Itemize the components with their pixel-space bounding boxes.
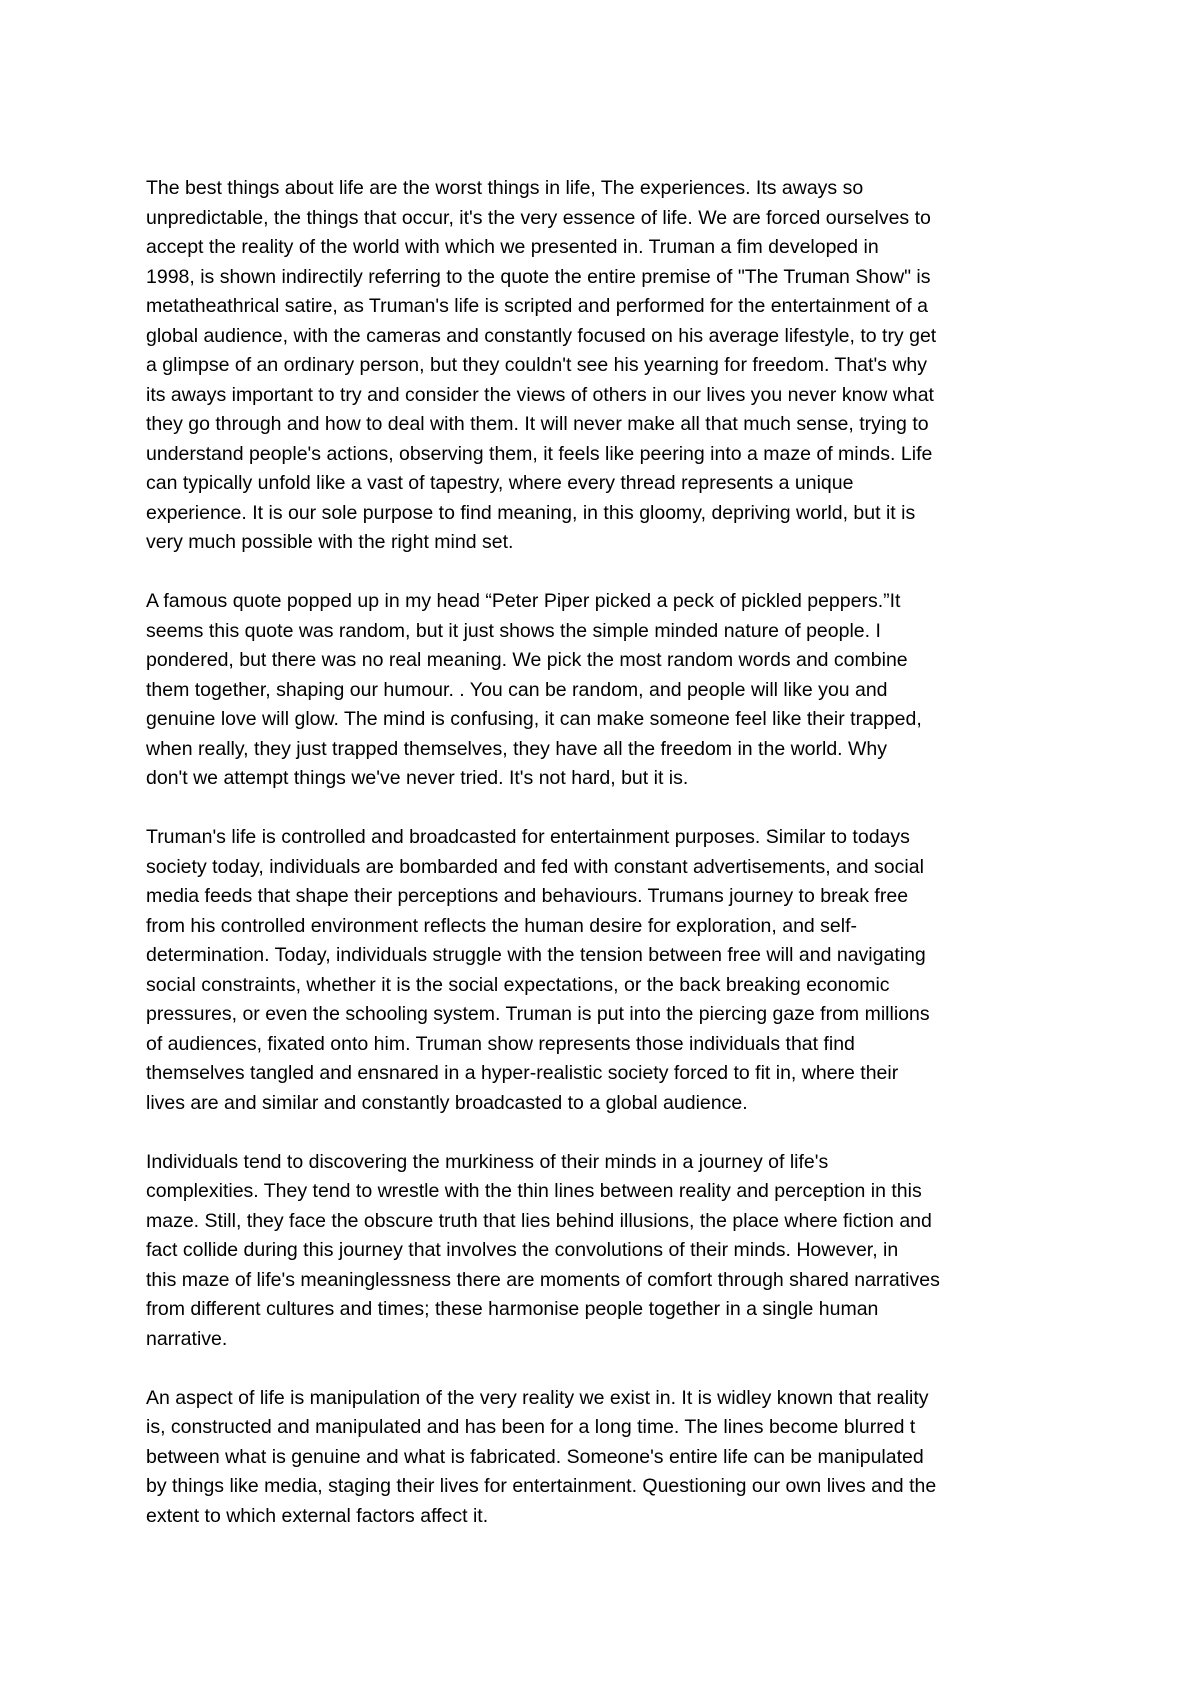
paragraph-5: An aspect of life is manipulation of the very reality we exist in. It is widley known that reality is, constructed and manipulated and has been for a long time. The lines become blurred t between what is genuine and what is fabricated. Someone's entire life can be manipulated by things like media, staging their lives for entertainment. Questioning our own lives and the extent to which external factors affect it.: [146, 1386, 937, 1527]
paragraph-2: A famous quote popped up in my head “Peter Piper picked a peck of pickled peppers.”It seems this quote was random, but it just shows the simple minded nature of people. I pondered, but there was no real meaning. We pick the most random words and combine them together, shaping our humour. . You can be random, and people will like you and genuine love will glow. The mind is confusing, it can make someone feel like their trapped, when really, they just trapped themselves, they have all the freedom in the world. Why don't we attempt things we've never tried. It's not hard, but it is.: [146, 590, 922, 789]
paragraph-4: Individuals tend to discovering the murkiness of their minds in a journey of life's complexities. They tend to wrestle with the thin lines between reality and perception in this maze. Still, they face the obscure truth that lies behind illusions, the place where fiction and fact collide during this journey that involves the convolutions of their minds. However, in this maze of life's meaninglessness there are moments of comfort through shared narratives from different cultures and times; these harmonise people together in a single human narrative.: [146, 1150, 940, 1350]
essay-body: [146, 174, 1066, 1531]
paragraph-3: Truman's life is controlled and broadcasted for entertainment purposes. Similar to todays society today, individuals are bombarded and fed with constant advertisements, and social media feeds that shape their perceptions and behaviours. Trumans journey to break free from his controlled environment reflects the human desire for exploration, and self- determination. Today, individuals struggle with the tension between free will and navigating social constraints, whether it is the social expectations, or the back breaking economic pressures, or even the schooling system. Truman is put into the piercing gaze from millions of audiences, fixated onto him. Truman show represents those individuals that find themselves tangled and ensnared in a hyper-realistic society forced to fit in, where their lives are and similar and constantly broadcasted to a global audience.: [146, 826, 930, 1114]
paragraph-1: The best things about life are the worst things in life, The experiences. Its aways so unpredictable, the things that occur, it's the very essence of life. We are forced ourselves to accept the reality of the world with which we presented in. Truman a fim developed in 1998, is shown indirectily referring to the quote the entire premise of "The Truman Show" is metatheathrical satire, as Truman's life is scripted and performed for the entertainment of a global audience, with the cameras and constantly focused on his average lifestyle, to try get a glimpse of an ordinary person, but they couldn't see his yearning for freedom. That's why its aways important to try and consider the views of others in our lives you never know what they go through and how to deal with them. It will never make all that much sense, trying to understand people's actions, observing them, it feels like peering into a maze of minds. Life can typically unfold like a vast of tapestry, where every thread represents a unique experience. It is our sole purpose to find meaning, in this gloomy, depriving world, but it is very much possible with the right mind set.: [146, 177, 937, 553]
